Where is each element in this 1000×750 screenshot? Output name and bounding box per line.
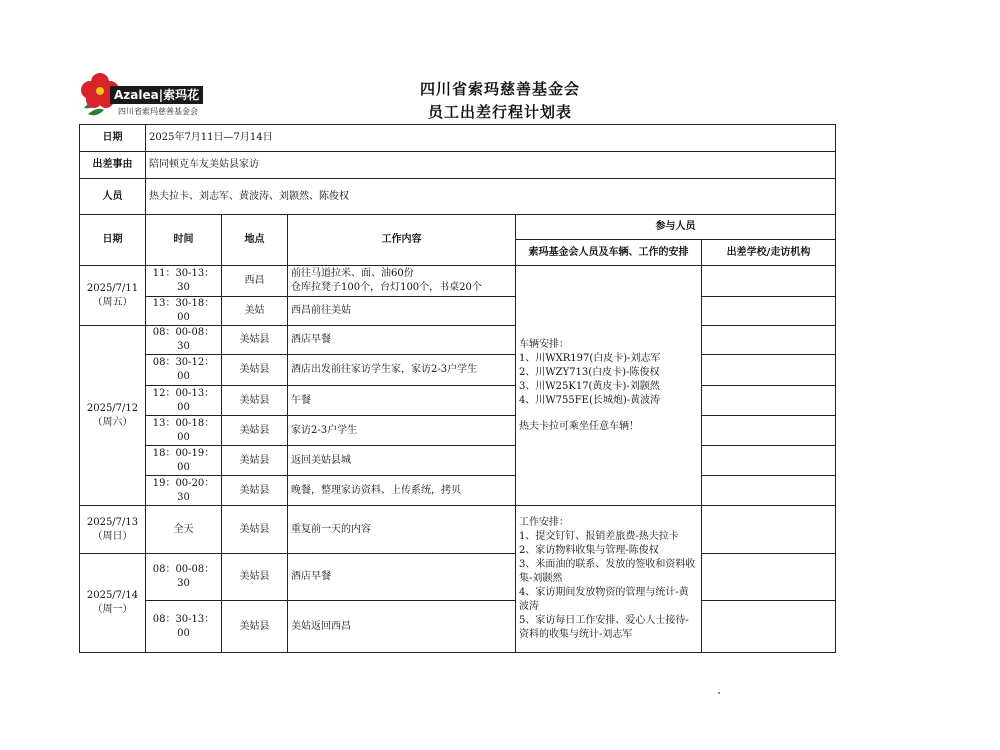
time-cell: 08：00-08：30 [146, 326, 222, 355]
header-row-1 [80, 215, 836, 240]
school-cell [702, 476, 836, 506]
col-header-place: 地点 [222, 215, 288, 266]
day-weekday: （周五） [92, 296, 133, 308]
work-cell: 酒店早餐 [288, 326, 516, 355]
work-cell: 美姑返回西昌 [288, 601, 516, 653]
table-row [80, 266, 836, 297]
work-plan-item: 2、家访物料收集与管理-陈俊权 [519, 545, 659, 556]
place-cell: 美姑县 [222, 416, 288, 446]
reason-row [80, 152, 836, 179]
time-cell: 13：30-18：00 [146, 297, 222, 326]
work-plan-item: 1、提交钉钉、报销差旅费-热夫拉卡 [519, 531, 679, 542]
vehicle-item: 2、川WZY713(白皮卡)-陈俊权 [519, 366, 660, 378]
work-cell: 晚餐，整理家访资料、上传系统，拷贝 [288, 476, 516, 506]
table-row [80, 386, 836, 416]
school-cell [702, 326, 836, 355]
col-header-participants: 参与人员 [516, 215, 836, 240]
col-header-school: 出差学校/走访机构 [702, 240, 836, 266]
org-title: 四川省索玛慈善基金会 [419, 80, 580, 98]
time-cell: 08：30-13：00 [146, 601, 222, 653]
work-plan-item: 4、家访期间发放物资的管理与统计-黄波涛 [519, 587, 689, 612]
reason-label: 出差事由 [80, 152, 146, 179]
work-cell: 酒店出发前往家访学生家，家访2-3户学生 [288, 355, 516, 386]
school-cell [702, 416, 836, 446]
time-cell: 19：00-20：30 [146, 476, 222, 506]
day-weekday: （周一） [92, 604, 133, 615]
place-cell: 美姑县 [222, 355, 288, 386]
vehicle-title: 车辆安排： [519, 338, 569, 350]
work-cell: 午餐 [288, 386, 516, 416]
day-date: 2025/7/11 [86, 282, 139, 294]
time-cell: 08：00-08：30 [146, 554, 222, 601]
place-cell: 美姑县 [222, 476, 288, 506]
table-row [80, 476, 836, 506]
school-cell [702, 355, 836, 386]
staff-value: 热夫拉卡、刘志军、黄波涛、刘颢然、陈俊权 [146, 179, 836, 215]
staff-label: 人员 [80, 179, 146, 215]
school-cell [702, 386, 836, 416]
table-row [80, 446, 836, 476]
school-cell [702, 554, 836, 601]
time-cell: 13：00-18：00 [146, 416, 222, 446]
time-cell: 12：00-13：00 [146, 386, 222, 416]
work-plan-title: 工作安排： [519, 517, 569, 528]
day-date: 2025/7/12 [86, 402, 139, 414]
time-cell: 18：00-19：00 [146, 446, 222, 476]
table-row [80, 326, 836, 355]
col-header-arrangement: 索玛基金会人员及车辆、工作的安排 [516, 240, 702, 266]
day-weekday: （周六） [92, 416, 133, 428]
time-cell: 11：30-13：30 [146, 266, 222, 297]
table-row [80, 554, 836, 601]
school-cell [702, 506, 836, 554]
day-date-cell [80, 554, 146, 653]
work-plan-item: 3、米面油的联系、发放的签收和资料收集-刘颢然 [519, 559, 696, 584]
day-date-cell [80, 506, 146, 554]
table-row [80, 506, 836, 554]
place-cell: 西昌 [222, 266, 288, 297]
day-date: 2025/7/13 [86, 516, 139, 528]
vehicle-item: 3、川W25K17(黄皮卡)-刘颢然 [519, 380, 660, 392]
school-cell [702, 446, 836, 476]
vehicle-arrangement-cell [516, 266, 702, 506]
table-row [80, 297, 836, 326]
place-cell: 美姑县 [222, 554, 288, 601]
school-cell [702, 297, 836, 326]
logo-subtitle: 四川省索玛慈善基金会 [118, 107, 198, 116]
itinerary-table [79, 124, 836, 653]
col-header-time: 时间 [146, 215, 222, 266]
work-cell: 返回美姑县城 [288, 446, 516, 476]
document-title: 员工出差行程计划表 [427, 103, 572, 121]
date-value: 2025年7月11日—7月14日 [146, 125, 836, 152]
day-weekday: （周日） [92, 530, 133, 542]
vehicle-note: 热夫卡拉可乘坐任意车辆！ [519, 420, 639, 432]
logo-brand-en: Azalea [114, 88, 159, 102]
work-cell: 家访2-3户学生 [288, 416, 516, 446]
vehicle-item: 1、川WXR197(白皮卡)-刘志军 [519, 352, 661, 364]
col-header-date: 日期 [80, 215, 146, 266]
place-cell: 美姑县 [222, 506, 288, 554]
staff-row [80, 179, 836, 215]
school-cell [702, 601, 836, 653]
table-row [80, 601, 836, 653]
work-plan-item: 5、家访每日工作安排、爱心人士接待-资料的收集与统计-刘志军 [519, 615, 689, 640]
time-cell: 08：30-12：00 [146, 355, 222, 386]
logo-brand-cn: 索玛花 [163, 88, 200, 102]
work-cell: 酒店早餐 [288, 554, 516, 601]
place-cell: 美姑 [222, 297, 288, 326]
table-row [80, 416, 836, 446]
scan-speck [718, 692, 720, 694]
table-row [80, 355, 836, 386]
time-cell: 全天 [146, 506, 222, 554]
school-cell [702, 266, 836, 297]
place-cell: 美姑县 [222, 601, 288, 653]
work-cell: 西昌前往美姑 [288, 297, 516, 326]
day-date: 2025/7/14 [86, 590, 139, 601]
place-cell: 美姑县 [222, 446, 288, 476]
work-cell: 前往马道拉米、面、油60份 仓库拉凳子100个，台灯100个，书桌20个 [288, 266, 516, 297]
work-cell: 重复前一天的内容 [288, 506, 516, 554]
reason-value: 陪同顿克车友美姑县家访 [146, 152, 836, 179]
place-cell: 美姑县 [222, 386, 288, 416]
col-header-work: 工作内容 [288, 215, 516, 266]
logo-brand-bar: Azalea|索玛花 [110, 86, 203, 104]
day-date-cell [80, 266, 146, 326]
date-label: 日期 [80, 125, 146, 152]
work-arrangement-cell [516, 506, 702, 653]
vehicle-item: 4、川W755FE(长城炮)-黄波涛 [519, 394, 661, 406]
date-row [80, 125, 836, 152]
day-date-cell [80, 326, 146, 506]
place-cell: 美姑县 [222, 326, 288, 355]
